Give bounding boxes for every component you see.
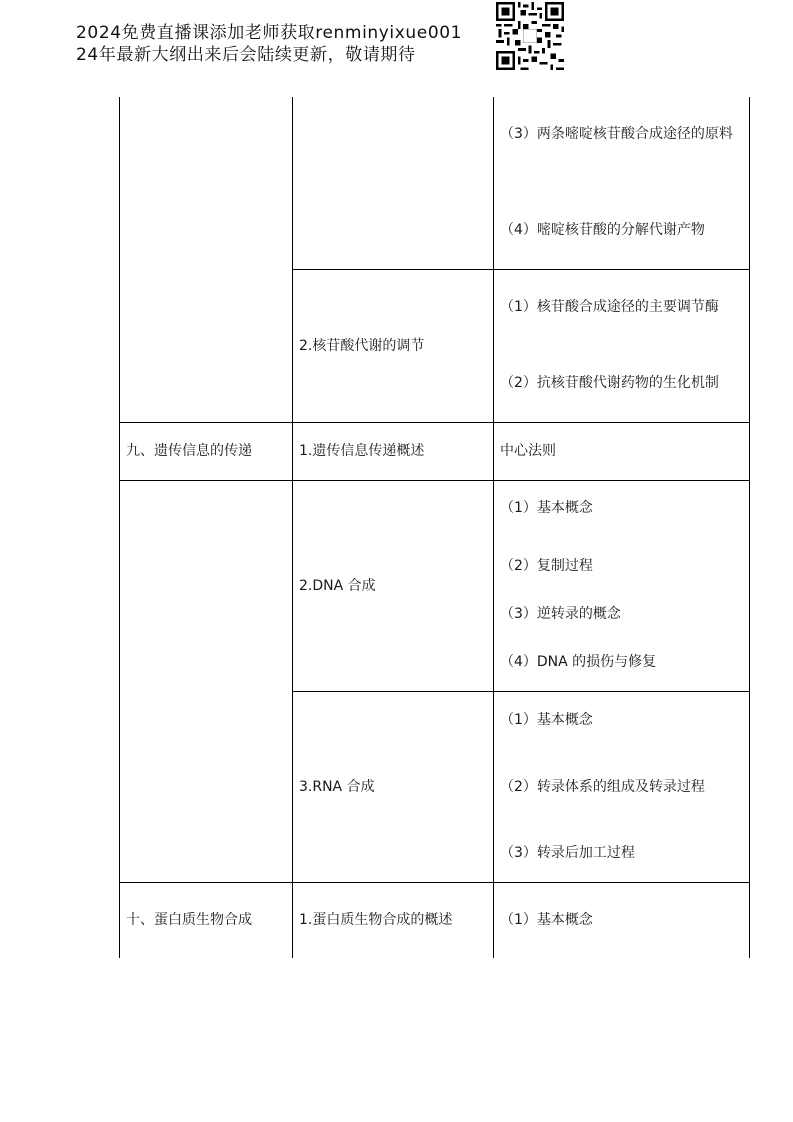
table-divider-2 (493, 97, 494, 958)
table-cell-chapter: 十、蛋白质生物合成 (126, 912, 252, 928)
table-cell-chapter: 九、遗传信息的传递 (126, 443, 252, 459)
table-divider-1 (292, 97, 293, 958)
row-divider (119, 480, 750, 481)
table-cell-item: （1）基本概念 (500, 712, 593, 728)
row-divider (119, 422, 750, 423)
table-cell-item: （4）嘧啶核苷酸的分解代谢产物 (500, 222, 705, 238)
header-line-2: 24年最新大纲出来后会陆续更新，敬请期待 (76, 45, 416, 65)
table-cell-subtopic: 2.核苷酸代谢的调节 (299, 338, 425, 354)
table-cell-item: （1）核苷酸合成途径的主要调节酶 (500, 299, 719, 315)
table-cell-item: 中心法则 (500, 443, 556, 459)
row-divider (292, 269, 750, 270)
table-cell-subtopic: 3.RNA 合成 (299, 779, 375, 795)
table-cell-item: （2）复制过程 (500, 558, 593, 574)
header-promo (76, 22, 462, 66)
table-cell-subtopic: 1.遗传信息传递概述 (299, 443, 425, 459)
table-border-left (119, 97, 120, 958)
header-line-1: 2024免费直播课添加老师获取renminyixue001 (76, 23, 463, 43)
table-border-right (749, 97, 750, 958)
table-cell-subtopic: 2.DNA 合成 (299, 578, 376, 594)
table-cell-item: （2）转录体系的组成及转录过程 (500, 779, 705, 795)
table-cell-item: （3）两条嘧啶核苷酸合成途径的原料 (500, 126, 733, 142)
table-cell-item: （3）转录后加工过程 (500, 845, 635, 861)
table-cell-item: （1）基本概念 (500, 500, 593, 516)
table-cell-subtopic: 1.蛋白质生物合成的概述 (299, 912, 453, 928)
qr-code-image (496, 2, 564, 70)
row-divider (119, 882, 750, 883)
table-cell-item: （3）逆转录的概念 (500, 606, 621, 622)
table-cell-item: （1）基本概念 (500, 912, 593, 928)
row-divider (292, 691, 750, 692)
table-cell-item: （4）DNA 的损伤与修复 (500, 654, 657, 670)
table-cell-item: （2）抗核苷酸代谢药物的生化机制 (500, 375, 719, 391)
